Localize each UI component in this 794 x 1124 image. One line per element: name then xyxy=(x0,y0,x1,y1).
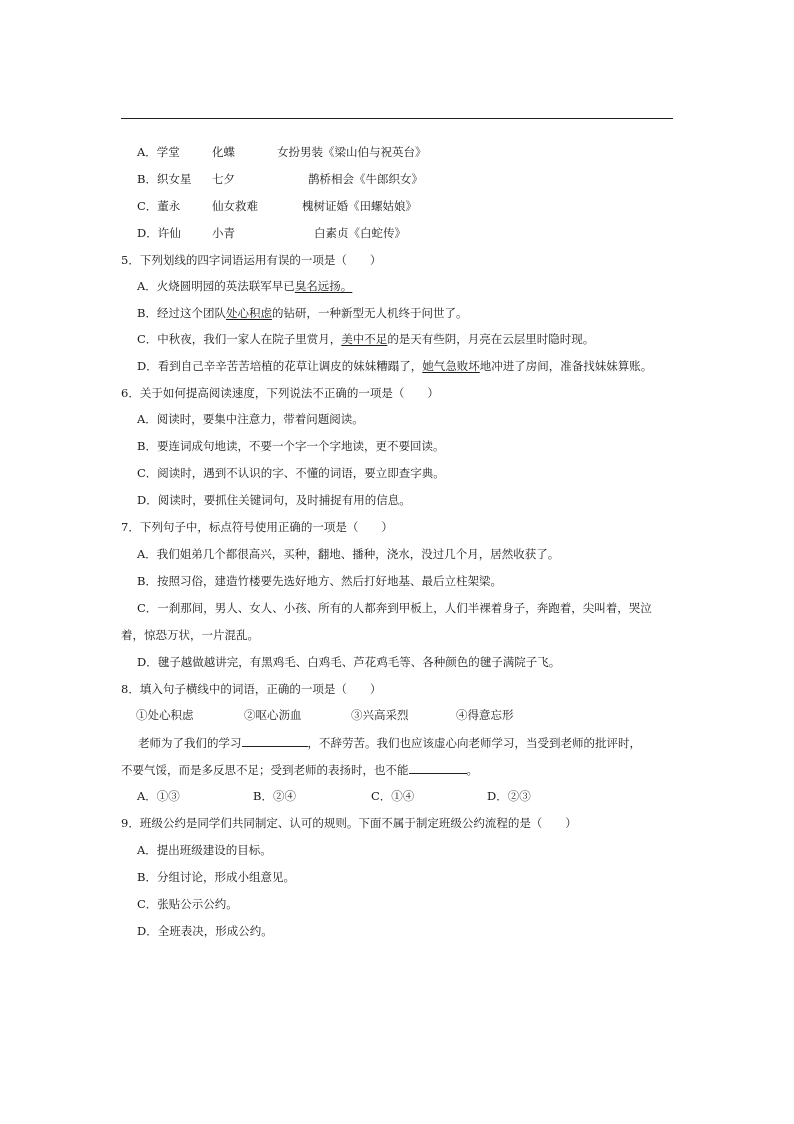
underlined-phrase: 美中不足 xyxy=(341,332,388,346)
q7-option-a: A．我们姐弟几个都很高兴，买种，翻地、播种，浇水，没过几个月，居然收获了。 xyxy=(137,547,560,561)
q4-option-b-col3: 鹊桥相会《牛郎织女》 xyxy=(308,172,423,186)
q8-answer-d: D．②③ xyxy=(487,789,531,803)
underlined-phrase: 处心积虑 xyxy=(225,306,272,320)
q6-option-d: D．阅读时，要抓住关键词句，及时捕捉有用的信息。 xyxy=(137,493,411,507)
q4-option-d-col2: 小青 xyxy=(212,226,235,240)
header-rule xyxy=(121,118,673,119)
q9-stem: 9．班级公约是同学们共同制定、认可的规则。下面不属于制定班级公约流程的是（ ） xyxy=(121,816,577,830)
q4-option-a-col2: 化蝶 xyxy=(212,145,235,159)
text: 老师为了我们的学习 xyxy=(138,736,242,750)
option-label: B．织女星 xyxy=(137,172,192,186)
q9-option-d: D．全班表决，形成公约。 xyxy=(137,924,273,938)
text: B．经过这个团队 xyxy=(137,306,226,320)
q7-option-d: D．毽子越做越讲完，有黑鸡毛、白鸡毛、芦花鸡毛等、各种颜色的毽子满院子飞。 xyxy=(137,655,561,669)
option-label: A．学堂 xyxy=(137,145,180,159)
q7-option-b: B．按照习俗，建造竹楼要先选好地方、然后打好地基、最后立柱架梁。 xyxy=(137,574,502,588)
q8-word-4: ④得意忘形 xyxy=(456,708,514,722)
q5-option-d xyxy=(137,358,652,374)
q5-stem: 5．下列划线的四字词语运用有误的一项是（ ） xyxy=(121,253,382,267)
fill-blank-2 xyxy=(409,761,467,774)
q4-option-b-col2: 七夕 xyxy=(212,172,235,186)
text: ，不辞劳苦。我们也应该虚心向老师学习，当受到老师的批评时， xyxy=(307,736,641,750)
text: A．火烧圆明园的英法联军早已 xyxy=(137,279,295,293)
q7-option-c-line1: C．一刹那间，男人、女人、小孩、所有的人都奔到甲板上，人们半裸着身子，奔跑着，尖叫着，哭泣 xyxy=(137,601,652,615)
q5-option-a xyxy=(137,278,352,294)
q8-answer-b: B．②④ xyxy=(253,789,296,803)
q4-option-a-col3: 女扮男装《梁山伯与祝英台》 xyxy=(277,145,427,159)
q8-sentence-line1 xyxy=(138,734,641,751)
q4-option-d xyxy=(137,225,181,241)
fill-blank-1 xyxy=(242,734,308,747)
text: C．中秋夜，我们一家人在院子里赏月， xyxy=(137,332,342,346)
q4-option-b xyxy=(137,171,191,187)
text: 的钻研，一种新型无人机终于问世了。 xyxy=(271,306,468,320)
q8-sentence-line2 xyxy=(121,761,478,778)
q7-stem: 7．下列句子中，标点符号使用正确的一项是（ ） xyxy=(121,520,393,534)
q6-option-c: C．阅读时，遇到不认识的字、不懂的词语，要立即查字典。 xyxy=(137,466,445,480)
q6-stem: 6．关于如何提高阅读速度，下列说法不正确的一项是（ ） xyxy=(121,386,439,400)
q6-option-a: A．阅读时，要集中注意力，带着问题阅读。 xyxy=(137,412,364,426)
q4-option-a xyxy=(137,144,180,160)
text: 的是天有些阴，月亮在云层里时隐时现。 xyxy=(387,332,595,346)
underlined-phrase: 她气急败坏 xyxy=(422,359,480,373)
underlined-phrase: 臭名远扬。 xyxy=(294,279,353,293)
option-label: C．董永 xyxy=(137,199,181,213)
q7-option-c-line2: 着，惊恐万状，一片混乱。 xyxy=(121,628,259,642)
q4-option-c-col2: 仙女救难 xyxy=(212,199,258,213)
q9-option-c: C．张贴公示公约。 xyxy=(137,897,238,911)
q9-option-b: B．分组讨论，形成小组意见。 xyxy=(137,870,295,884)
q9-option-a: A．提出班级建设的目标。 xyxy=(137,843,272,857)
text: 不要气馁，而是多反思不足；受到老师的表扬时，也不能 xyxy=(121,763,409,777)
q4-option-c xyxy=(137,198,180,214)
q8-answer-a: A．①③ xyxy=(137,789,180,803)
q8-word-2: ②呕心沥血 xyxy=(244,708,302,722)
text: D．看到自己辛辛苦苦培植的花草让调皮的妹妹糟蹋了， xyxy=(137,359,423,373)
q8-word-1: ①处心积虑 xyxy=(136,708,194,722)
q8-stem: 8．填入句子横线中的词语，正确的一项是（ ） xyxy=(121,682,382,696)
text: 地冲进了房间，准备找妹妹算账。 xyxy=(479,359,653,373)
q6-option-b: B．要连词成句地读，不要一个字一个字地读，更不要回读。 xyxy=(137,439,445,453)
option-label: D．许仙 xyxy=(137,226,181,240)
q4-option-c-col3: 槐树证婚《田螺姑娘》 xyxy=(302,199,417,213)
text: 。 xyxy=(466,763,478,777)
q5-option-b xyxy=(137,305,467,321)
q4-option-d-col3: 白素贞《白蛇传》 xyxy=(314,226,406,240)
q8-answer-c: C．①④ xyxy=(371,789,415,803)
q5-option-c xyxy=(137,331,594,347)
q8-word-3: ③兴高采烈 xyxy=(351,708,409,722)
